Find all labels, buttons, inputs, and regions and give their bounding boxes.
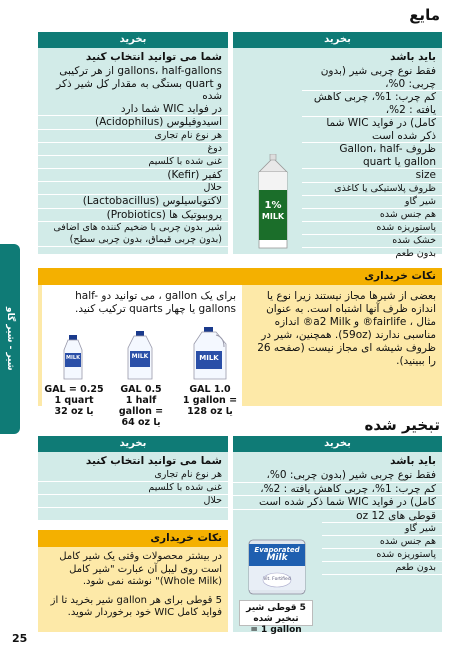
milk-must-subtitle: باید باشد [390,51,436,63]
evap-can-caption: 5 قوطی شیر تبخیر شده = 1 gallon [239,600,313,626]
evaporated-milk-can-image [247,538,307,596]
evap-shopping-tips [38,530,228,632]
list-item: غنی شده با کلسیم [38,482,228,495]
evap-must-header: بخرید [233,436,442,452]
list-item: فقط نوع چربی شیر (بدون چربی: 0%، [302,65,442,91]
list-item: هم جنس شده [322,536,442,549]
list-item: شیر بدون چربی با ضخیم کننده های اضافی [53,222,222,233]
can-brand: Evaporated [254,546,300,554]
list-item: شیر گاو [302,196,442,209]
list-item: قوطی های 12 oz [322,510,442,524]
list-item: شیر گاو [322,523,442,536]
list-item: بدون طعم [322,562,442,575]
quart-caption: GAL = 0.25 1 quart 32 oz یا [44,384,104,417]
evap-can-box [38,436,228,520]
list-item: کفیر (Kefir) [38,169,228,183]
evap-tips-para1: در بیشتر محصولات وقتی یک شیر کامل است روی لیبل آن عبارت "شیر کامل (Whole Milk)" نوشته نمی شود. [59,551,222,587]
milk-tips-header: نکات خریداری [38,268,442,285]
section-title-evaporated: تبخیر شده [364,416,440,434]
list-item: هر نوع نام تجاری [38,130,228,143]
quart-bottle-icon: MILK [60,335,86,381]
page-number: 25 [12,632,28,645]
milk-tips-left-panel [42,285,242,428]
list-item: size [302,169,442,183]
half-gallon-jug-icon: MILK [126,331,154,381]
side-tab-milk: شیر - شیر گاو [0,244,20,434]
evap-tips-header: نکات خریداری [38,530,228,547]
list-item: لاکتوباسیلوس (Lactobacillus) [38,195,228,209]
list-item: دوغ [38,143,228,156]
milk-must-header: بخرید [233,32,442,48]
list-item: gallons، half-gallons از هر ترکیبی [59,65,222,77]
list-item: کامل) در فواید WIC شما ذکر شده است [233,496,442,510]
evap-must-subtitle: باید باشد [390,455,436,467]
list-item: اسیدوفیلوس (Acidophilus) [38,116,228,130]
list-item: پاستوریزه شده [302,222,442,235]
list-item: حلال [38,182,228,195]
half-gallon-caption: GAL 0.5 1 half gallon = 64 oz یا [118,384,164,428]
evap-can-subtitle: شما می توانید انتخاب کنید [85,455,222,467]
milk-tips-left-text: برای یک gallon ، می توانید دو half-gallons یا چهار quarts ترکیب کنید. [75,290,236,315]
list-item: کم چرب: 1%، چربی کاهش یافته : 2%، [233,483,442,497]
milk-carton-image [255,154,291,250]
list-item: (بدون چربی قیماق، بدون چربی سطح) [38,234,228,247]
list-item: کامل) در فواید WIC شما ذکر شده است [302,117,442,143]
list-item: کم چرب: 1%، چربی کاهش یافته : 2%، [302,91,442,117]
list-item: خشک شده [302,235,442,248]
section-title-liquid: مایع [409,6,440,24]
gallon-jug-icon: MILK [192,327,228,381]
list-item: پاستوریزه شده [322,549,442,562]
list-item: فقط نوع چربی شیر (بدون چربی: 0%، [233,469,442,483]
evap-can-header: بخرید [38,436,228,452]
list-item: بدون طعم [302,248,442,261]
milk-must-box [233,32,442,259]
can-note: Vit. Fortified [263,577,291,582]
list-item: حلال [38,495,228,508]
gallon-caption: GAL 1.0 1 gallon = 128 oz یا [182,384,238,417]
milk-tips-right-text: بعضی از شیرها مجاز نیستند زیرا نوع یا اندازه ظرف آنها اشتباه است. به عنوان مثال ، fairlife® و a2 Milk® اندازه مناسبی ندارند (59oz). همچنین، شیر در ظروف شیشه ای مجاز نیست (صفحه 26 را ببینید). [257,290,436,367]
evap-tips-para2: 5 قوطی برای هر gallon شیر بخرید تا از فواید کامل WIC خود برخوردار شوید. [50,594,222,618]
can-word: Milk [266,553,288,563]
evap-must-box [233,436,442,635]
list-item: هر نوع نام تجاری [38,469,228,482]
list-item: و quart بستگی به مقدار کل شیر ذکر شده [56,77,222,102]
milk-can-header: بخرید [38,32,228,48]
list-item: ظروف Gallon، half-gallon یا quart [302,143,442,169]
carton-word: MILK [261,212,285,221]
milk-can-box [38,32,228,254]
milk-can-subtitle: شما می توانید انتخاب کنید [85,51,222,63]
carton-percent: 1% [264,200,282,211]
list-item: غنی شده با کلسیم [38,156,228,169]
list-item: در فواید WIC شما دارد [38,103,228,117]
list-item: پروبیوتیک ها (Probiotics) [38,209,228,223]
list-item: ظروف پلاستیکی یا کاغذی [302,183,442,196]
list-item: هم جنس شده [302,209,442,222]
